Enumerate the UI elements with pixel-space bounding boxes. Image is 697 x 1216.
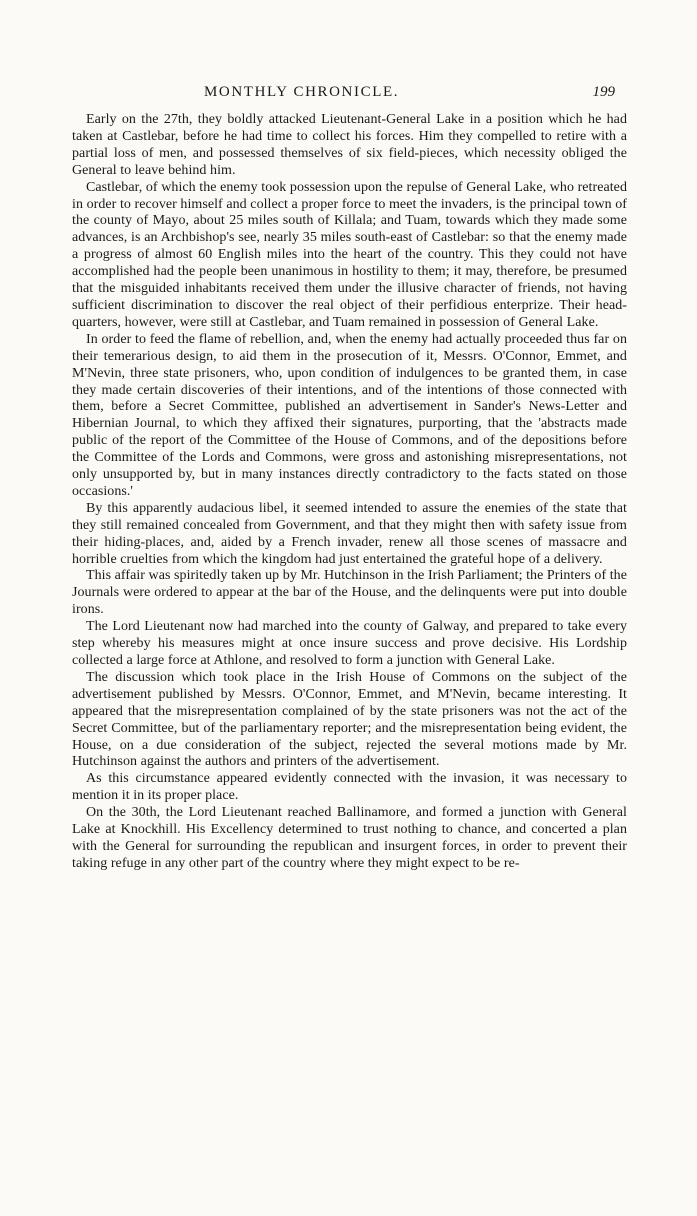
paragraph-4: By this apparently audacious libel, it seemed intended to assure the enemies of the state that they still remained concealed from Government, and that they might then with safety issue from their hiding-places, and, aided by a French invader, renew all those scenes of massacre and horrible cruelties from which the kingdom had just entertained the grateful hope of a delivery. (72, 500, 627, 567)
article-body (72, 112, 627, 873)
paragraph-7: The discussion which took place in the Irish House of Commons on the subject of the advertisement published by Messrs. O'Connor, Emmet, and M'Nevin, became interesting. It appeared that the misrepresentation complained of by the state prisoners was not the act of the Secret Committee, but of the parliamentary reporter; and the misrepresentation being evident, the House, on a due consideration of the subject, rejected the several motions made by Mr. Hutchinson against the authors and printers of the advertisement. (72, 669, 627, 770)
paragraph-8: As this circumstance appeared evidently connected with the invasion, it was necessary to mention it in its proper place. (72, 771, 627, 804)
paragraph-6: The Lord Lieutenant now had marched into the county of Galway, and prepared to take every step whereby his measures might at once insure success and prove decisive. His Lordship collected a large force at Athlone, and resolved to form a junction with General Lake. (72, 619, 627, 668)
paragraph-3: In order to feed the flame of rebellion, and, when the enemy had actually proceeded thus far on their temerarious design, to aid them in the prosecution of it, Messrs. O'Connor, Emmet, and M'Nevin, three state prisoners, who, upon condition of indulgences to be granted them, in case they made certain discoveries of their intentions, and of the intentions of those connected with them, before a Secret Committee, published an advertisement in Sander's News-Letter and Hibernian Journal, to which they affixed their signatures, purporting, that the 'abstracts made public of the report of the Committee of the House of Commons, and of the depositions before the Committee of the Lords and Commons, were gross and astonishing misrepresentations, not only unsupported by, but in many instances directly contradictory to the facts stated on those occasions.' (72, 331, 627, 499)
paragraph-9: On the 30th, the Lord Lieutenant reached Ballinamore, and formed a junction with General Lake at Knockhill. His Excellency determined to trust nothing to chance, and concerted a plan with the General for surrounding the republican and insurgent forces, in order to prevent their taking refuge in any other part of the country where they might expect to be re- (72, 805, 627, 871)
paragraph-2: Castlebar, of which the enemy took possession upon the repulse of General Lake, who retreated in order to recover himself and collect a proper force to meet the invaders, is the principal town of the county of Mayo, about 25 miles south of Killala; and Tuam, towards which they made some advances, is an Archbishop's see, nearly 35 miles south-east of Castlebar: so that the enemy made a progress of almost 60 English miles into the heart of the country. This they could not have accomplished had the people been unanimous in hostility to them; it may, therefore, be presumed that the misguided inhabitants received them under the illusive character of friends, not having sufficient discrimination to discover the real object of their perfidious enterprize. Their head-quarters, however, were still at Castlebar, and Tuam remained in possession of General Lake. (72, 179, 627, 330)
running-title: MONTHLY CHRONICLE. (204, 84, 400, 100)
running-head (72, 84, 627, 108)
paragraph-5: This affair was spiritedly taken up by Mr. Hutchinson in the Irish Parliament; the Printers of the Journals were ordered to appear at the bar of the House, and the delinquents were put into double irons. (72, 568, 627, 618)
paragraph-1: Early on the 27th, they boldly attacked Lieutenant-General Lake in a position which he had taken at Castlebar, before he had time to collect his forces. Him they compelled to retire with a partial loss of men, and possessed themselves of six field-pieces, which necessity obliged the General to leave behind him. (72, 112, 627, 178)
page-number: 199 (592, 84, 615, 100)
